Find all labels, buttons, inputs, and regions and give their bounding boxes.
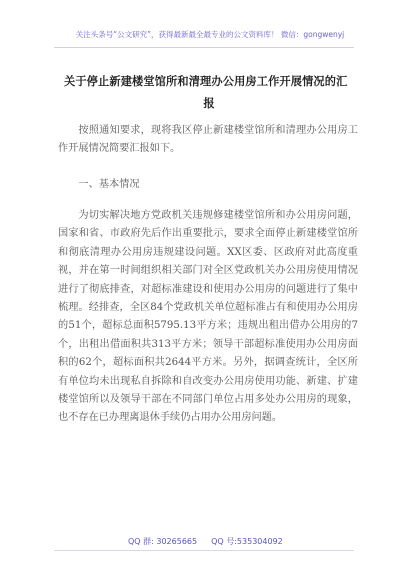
footer-qq-group: QQ 群: 30265665 [128,537,198,546]
document-title-line1: 关于停止新建楼堂馆所和清理办公用房工作开展情况的汇 [64,74,348,88]
footer-divider [54,550,354,551]
footer-contact [128,536,288,547]
header-divider [54,47,354,48]
intro-paragraph: 按照通知要求，现将我区停止新建楼堂馆所和清理办公用房工作开展情况简要汇报如下。 [58,125,358,155]
header-banner: 关注头条号“公文研究”，获得最新最全最专业的公文资料库！ 微信：gongwenyj [75,30,345,39]
section-body-paragraph: 为切实解决地方党政机关违规修建楼堂馆所和办公用房问题，国家和省、市政府先后作出重要批示，要求全面停止新建楼堂馆所和彻底清理办公用房违规建设问题。XX区委、区政府对此高度重视，并在第一时间组织相关部门对全区党政机关办公用房使用情况进行了彻底排查，对超标准建设和使用办公用房的问题进行了集中梳理。经排查，全区84个党政机关单位超标准占有和使用办公用房的51个，超标总面积5795.13平方米；违规出租出借办公用房的7个，出租出借面积共313平方米；领导干部超标准使用办公用房面积的62个，超标面积共2644平方米。另外，据调查统计，全区所有单位均未出现私自拆除和自改变办公用房使用功能、新建、扩建楼堂馆所以及领导干部在不同部门单位占用多处办公用房的现象，也不存在已办理离退休手续仍占用办公用房问题。 [58,210,358,424]
document-title-line2: 报 [203,96,215,110]
document-title [64,70,354,114]
footer-qq-number: QQ 号:535304092 [211,537,283,546]
section-heading: 一、基本情况 [78,179,140,190]
